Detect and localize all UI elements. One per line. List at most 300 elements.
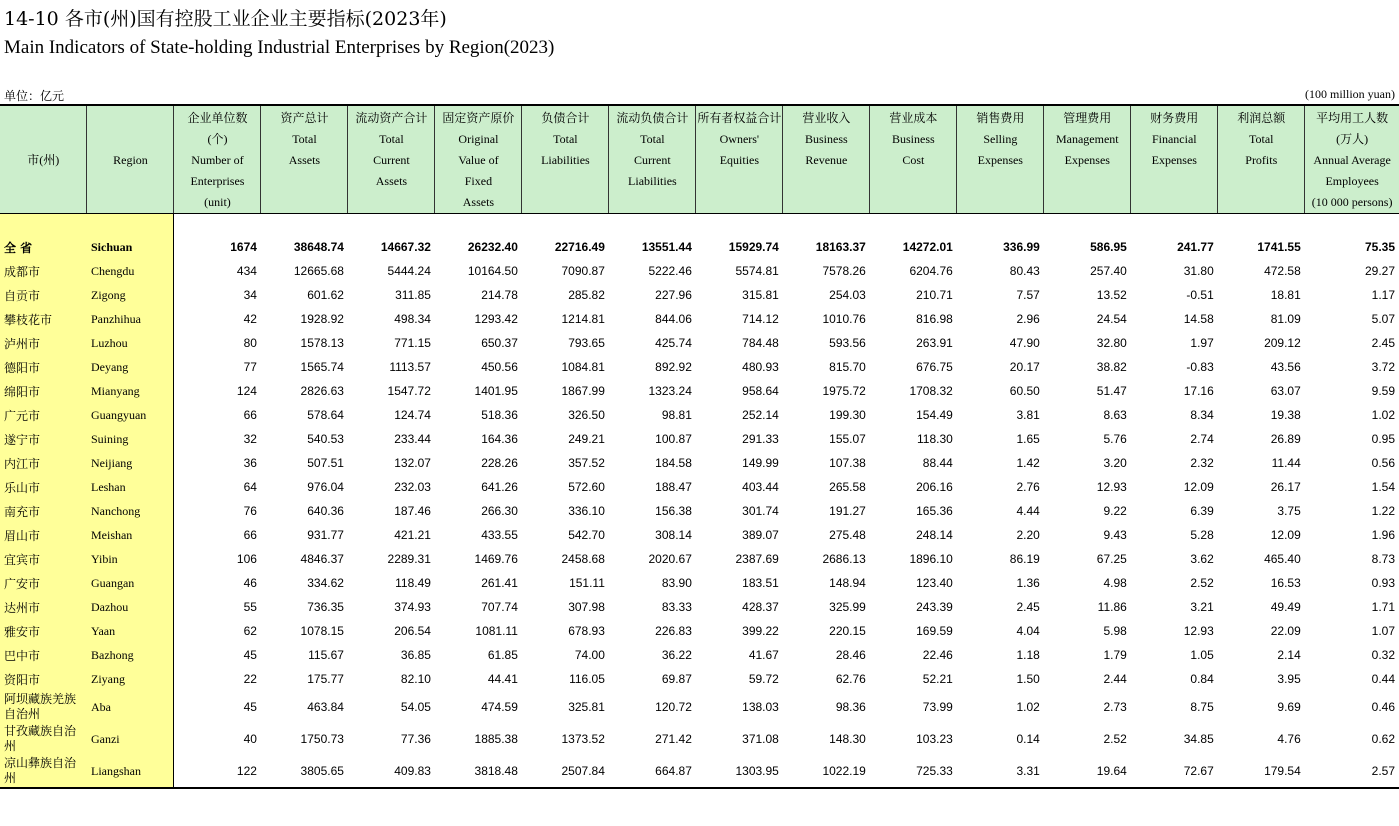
cell-value: 4846.37 xyxy=(300,552,344,566)
cell-value: 34.85 xyxy=(1183,732,1214,746)
cell-value: 226.83 xyxy=(655,624,692,638)
cell-value: 13.52 xyxy=(1096,288,1127,302)
cell-value: 210.71 xyxy=(916,288,953,302)
row-region-en: Ziyang xyxy=(87,667,174,691)
cell-value: 206.16 xyxy=(916,480,953,494)
cell-value: 5.98 xyxy=(1103,624,1127,638)
row-region-en: Bazhong xyxy=(87,643,174,667)
cell-value: 542.70 xyxy=(568,528,605,542)
row-region-en: Yibin xyxy=(87,547,174,571)
cell-value: -0.51 xyxy=(1186,288,1214,302)
cell-value: 2.74 xyxy=(1190,432,1214,446)
cell-value: 1.22 xyxy=(1371,504,1395,518)
cell-value: 1113.57 xyxy=(389,360,431,374)
table-row xyxy=(0,427,1399,451)
cell-value: 844.06 xyxy=(655,312,692,326)
header-col-cn: 所有者权益合计 xyxy=(697,111,782,125)
table-body xyxy=(0,214,1399,789)
cell-value: 20.17 xyxy=(1009,360,1040,374)
cell-value: 1078.15 xyxy=(300,624,344,638)
cell-value: 474.59 xyxy=(481,700,518,714)
cell-value: 82.10 xyxy=(400,672,431,686)
row-city-cn: 乐山市 xyxy=(0,475,87,499)
cell-value: 67.25 xyxy=(1096,552,1127,566)
cell-value: 4.44 xyxy=(1016,504,1040,518)
cell-value: 0.14 xyxy=(1016,732,1040,746)
cell-value: 43.56 xyxy=(1270,360,1301,374)
table-row xyxy=(0,755,1399,788)
cell-value: 326.50 xyxy=(568,408,605,422)
cell-value: 42 xyxy=(243,312,257,326)
cell-value: 13551.44 xyxy=(641,240,692,254)
cell-value: 4.98 xyxy=(1103,576,1127,590)
header-col-en-line: Total xyxy=(553,132,578,146)
page-title-en: Main Indicators of State-holding Industrial Enterprises by Region(2023) xyxy=(4,37,555,58)
cell-value: 9.69 xyxy=(1277,700,1301,714)
cell-value: 1.42 xyxy=(1016,456,1040,470)
cell-value: 1547.72 xyxy=(387,384,431,398)
header-col-cn: 流动资产合计 xyxy=(355,111,428,125)
row-city-cn: 泸州市 xyxy=(0,331,87,355)
row-region-en: Leshan xyxy=(87,475,174,499)
cell-value: 2.73 xyxy=(1103,700,1127,714)
cell-value: 26.89 xyxy=(1270,432,1301,446)
cell-value: 59.72 xyxy=(748,672,779,686)
cell-value: 425.74 xyxy=(655,336,692,350)
table-row xyxy=(0,667,1399,691)
header-col-11 xyxy=(1131,105,1218,214)
cell-value: 403.44 xyxy=(742,480,779,494)
cell-value: 3818.48 xyxy=(435,755,522,788)
cell-value: 1750.73 xyxy=(300,732,344,746)
header-col-8 xyxy=(870,105,957,214)
cell-value: 1303.95 xyxy=(696,755,783,788)
cell-value: 1.79 xyxy=(1103,648,1127,662)
cell-value: 19.64 xyxy=(1044,755,1131,788)
header-col-6 xyxy=(696,105,783,214)
row-region-en: Yaan xyxy=(87,619,174,643)
cell-value: 9.59 xyxy=(1371,384,1395,398)
cell-value: 124.74 xyxy=(394,408,431,422)
header-col-en-line: Assets xyxy=(462,195,495,209)
cell-value: 10164.50 xyxy=(467,264,518,278)
table-row xyxy=(0,691,1399,723)
cell-value: 40 xyxy=(243,732,257,746)
table-row xyxy=(0,723,1399,755)
unit-label-en: (100 million yuan) xyxy=(1305,87,1395,101)
cell-value: 1885.38 xyxy=(474,732,518,746)
cell-value: 2.96 xyxy=(1016,312,1040,326)
cell-value: 75.35 xyxy=(1364,240,1395,254)
cell-value: 3.62 xyxy=(1190,552,1214,566)
row-region-en: Mianyang xyxy=(87,379,174,403)
cell-value: 5222.46 xyxy=(648,264,692,278)
cell-value: 69.87 xyxy=(661,672,692,686)
cell-value: 191.27 xyxy=(829,504,866,518)
cell-value: 47.90 xyxy=(1009,336,1040,350)
row-region-en: Guangyuan xyxy=(87,403,174,427)
cell-value: 252.14 xyxy=(742,408,779,422)
cell-value: 399.22 xyxy=(742,624,779,638)
cell-value: 24.54 xyxy=(1096,312,1127,326)
header-col-cn: 管理费用 xyxy=(1063,111,1112,125)
cell-value: 5.28 xyxy=(1190,528,1214,542)
table-row xyxy=(0,235,1399,259)
unit-label-cn: 单位：亿元 xyxy=(4,89,65,103)
cell-value: 1081.11 xyxy=(475,624,518,638)
row-city-cn: 南充市 xyxy=(0,499,87,523)
cell-value: 593.56 xyxy=(829,336,866,350)
cell-value: 4.04 xyxy=(1016,624,1040,638)
cell-value: -0.83 xyxy=(1186,360,1214,374)
table-row xyxy=(0,403,1399,427)
cell-value: 815.70 xyxy=(829,360,866,374)
table-row xyxy=(0,355,1399,379)
table-row xyxy=(0,547,1399,571)
cell-value: 249.21 xyxy=(568,432,605,446)
cell-value: 2686.13 xyxy=(822,552,866,566)
cell-value: 336.99 xyxy=(1003,240,1040,254)
row-city-cn: 广元市 xyxy=(0,403,87,427)
cell-value: 0.32 xyxy=(1371,648,1395,662)
header-col-en-line: (10 000 persons) xyxy=(1311,195,1393,209)
cell-value: 26232.40 xyxy=(467,240,518,254)
table-row xyxy=(0,379,1399,403)
header-col-9 xyxy=(957,105,1044,214)
indicators-table xyxy=(0,104,1399,789)
cell-value: 80.43 xyxy=(1009,264,1040,278)
header-col-en-line: Assets xyxy=(375,174,408,188)
row-city-cn: 凉山彝族自治州 xyxy=(0,755,87,788)
cell-value: 32.80 xyxy=(1096,336,1127,350)
table-row xyxy=(0,331,1399,355)
cell-value: 3.72 xyxy=(1371,360,1395,374)
cell-value: 301.74 xyxy=(742,504,779,518)
cell-value: 76 xyxy=(243,504,257,518)
cell-value: 156.38 xyxy=(655,504,692,518)
cell-value: 1975.72 xyxy=(822,384,866,398)
cell-value: 3.20 xyxy=(1103,456,1127,470)
cell-value: 336.10 xyxy=(568,504,605,518)
cell-value: 1373.52 xyxy=(561,732,605,746)
cell-value: 371.08 xyxy=(742,732,779,746)
cell-value: 2.20 xyxy=(1016,528,1040,542)
spacer-row xyxy=(0,214,1399,236)
cell-value: 60.50 xyxy=(1009,384,1040,398)
header-col-1 xyxy=(261,105,348,214)
cell-value: 507.51 xyxy=(307,456,344,470)
cell-value: 12665.68 xyxy=(293,264,344,278)
cell-value: 148.94 xyxy=(829,576,866,590)
cell-value: 41.67 xyxy=(748,648,779,662)
header-col-en-line: Current xyxy=(634,153,671,167)
row-region-en: Aba xyxy=(87,691,174,723)
cell-value: 2.52 xyxy=(1190,576,1214,590)
cell-value: 3.31 xyxy=(957,755,1044,788)
cell-value: 389.07 xyxy=(742,528,779,542)
cell-value: 3805.65 xyxy=(261,755,348,788)
cell-value: 7.57 xyxy=(1016,288,1040,302)
header-col-en-line: (unit) xyxy=(204,195,231,209)
cell-value: 164.36 xyxy=(481,432,518,446)
cell-value: 1.02 xyxy=(1371,408,1395,422)
cell-value: 3.81 xyxy=(1016,408,1040,422)
cell-value: 736.35 xyxy=(307,600,344,614)
cell-value: 98.36 xyxy=(835,700,866,714)
cell-value: 31.80 xyxy=(1183,264,1214,278)
cell-value: 958.64 xyxy=(742,384,779,398)
cell-value: 179.54 xyxy=(1218,755,1305,788)
cell-value: 81.09 xyxy=(1270,312,1301,326)
row-city-cn: 雅安市 xyxy=(0,619,87,643)
cell-value: 63.07 xyxy=(1270,384,1301,398)
header-col-en-line: Fixed xyxy=(464,174,493,188)
cell-value: 1674 xyxy=(230,240,257,254)
cell-value: 22716.49 xyxy=(554,240,605,254)
header-col-en-line: Revenue xyxy=(805,153,848,167)
header-col-cn: 企业单位数 xyxy=(187,111,248,125)
cell-value: 676.75 xyxy=(916,360,953,374)
cell-value: 88.44 xyxy=(922,456,953,470)
table-row xyxy=(0,571,1399,595)
cell-value: 1896.10 xyxy=(909,552,953,566)
header-col-cn: 销售费用 xyxy=(976,111,1025,125)
cell-value: 116.05 xyxy=(569,672,605,686)
cell-value: 308.14 xyxy=(655,528,692,542)
header-col-0 xyxy=(174,105,261,214)
cell-value: 46 xyxy=(243,576,257,590)
cell-value: 34 xyxy=(243,288,257,302)
cell-value: 1708.32 xyxy=(909,384,953,398)
table-row xyxy=(0,259,1399,283)
header-col-4 xyxy=(522,105,609,214)
cell-value: 1323.24 xyxy=(648,384,692,398)
cell-value: 9.43 xyxy=(1103,528,1127,542)
cell-value: 1.96 xyxy=(1371,528,1395,542)
row-region-en: Panzhihua xyxy=(87,307,174,331)
cell-value: 199.30 xyxy=(829,408,866,422)
cell-value: 151.11 xyxy=(569,576,605,590)
cell-value: 12.93 xyxy=(1096,480,1127,494)
cell-value: 74.00 xyxy=(574,648,605,662)
header-col-7 xyxy=(783,105,870,214)
cell-value: 640.36 xyxy=(307,504,344,518)
cell-value: 433.55 xyxy=(481,528,518,542)
cell-value: 1.71 xyxy=(1371,600,1395,614)
cell-value: 311.85 xyxy=(395,288,431,302)
header-col-en-line: Expenses xyxy=(1151,153,1197,167)
cell-value: 434 xyxy=(236,264,257,278)
row-region-en: Meishan xyxy=(87,523,174,547)
header-col-en-line: Selling xyxy=(983,132,1018,146)
page-title-cn: 14-10 各市(州)国有控股工业企业主要指标(2023年) xyxy=(4,8,447,30)
cell-value: 2387.69 xyxy=(735,552,779,566)
cell-value: 641.26 xyxy=(481,480,518,494)
cell-value: 184.58 xyxy=(655,456,692,470)
cell-value: 120.72 xyxy=(655,700,692,714)
cell-value: 123.40 xyxy=(916,576,953,590)
cell-value: 0.84 xyxy=(1190,672,1214,686)
cell-value: 5574.81 xyxy=(735,264,779,278)
cell-value: 214.78 xyxy=(481,288,518,302)
cell-value: 22 xyxy=(243,672,257,686)
cell-value: 66 xyxy=(243,408,257,422)
cell-value: 6204.76 xyxy=(909,264,953,278)
row-city-cn: 甘孜藏族自治州 xyxy=(0,723,87,755)
cell-value: 22.09 xyxy=(1270,624,1301,638)
header-col-10 xyxy=(1044,105,1131,214)
cell-value: 243.39 xyxy=(916,600,953,614)
cell-value: 2458.68 xyxy=(561,552,605,566)
cell-value: 334.62 xyxy=(307,576,344,590)
cell-value: 175.77 xyxy=(307,672,344,686)
header-col-cn: 资产总计 xyxy=(280,111,329,125)
cell-value: 5.76 xyxy=(1103,432,1127,446)
cell-value: 325.99 xyxy=(829,600,866,614)
cell-value: 233.44 xyxy=(394,432,431,446)
cell-value: 1.05 xyxy=(1190,648,1214,662)
cell-value: 138.03 xyxy=(742,700,779,714)
cell-value: 44.41 xyxy=(487,672,518,686)
cell-value: 22.46 xyxy=(922,648,953,662)
cell-value: 2.52 xyxy=(1103,732,1127,746)
header-col-12 xyxy=(1218,105,1305,214)
header-col-en-line: Equities xyxy=(719,153,760,167)
cell-value: 228.26 xyxy=(481,456,518,470)
row-region-en: Nanchong xyxy=(87,499,174,523)
cell-value: 154.49 xyxy=(916,408,953,422)
row-city-cn: 阿坝藏族羌族自治州 xyxy=(0,691,87,723)
cell-value: 254.03 xyxy=(829,288,866,302)
cell-value: 0.62 xyxy=(1371,732,1395,746)
row-city-cn: 巴中市 xyxy=(0,643,87,667)
cell-value: 1928.92 xyxy=(300,312,344,326)
cell-value: 77 xyxy=(243,360,257,374)
cell-value: 892.92 xyxy=(655,360,692,374)
cell-value: 1010.76 xyxy=(822,312,866,326)
cell-value: 257.40 xyxy=(1090,264,1127,278)
cell-value: 118.30 xyxy=(917,432,953,446)
cell-value: 132.07 xyxy=(394,456,431,470)
cell-value: 714.12 xyxy=(742,312,779,326)
cell-value: 2.44 xyxy=(1103,672,1127,686)
header-col-en-line: Employees xyxy=(1325,174,1379,188)
cell-value: 1401.95 xyxy=(474,384,518,398)
cell-value: 32 xyxy=(243,432,257,446)
header-col-5 xyxy=(609,105,696,214)
header-col-en-line: Total xyxy=(379,132,404,146)
cell-value: 678.93 xyxy=(568,624,605,638)
cell-value: 188.47 xyxy=(655,480,692,494)
cell-value: 14667.32 xyxy=(380,240,431,254)
cell-value: 0.46 xyxy=(1371,700,1395,714)
cell-value: 315.81 xyxy=(742,288,779,302)
cell-value: 19.38 xyxy=(1270,408,1301,422)
cell-value: 291.33 xyxy=(742,432,779,446)
cell-value: 12.93 xyxy=(1183,624,1214,638)
cell-value: 51.47 xyxy=(1096,384,1127,398)
cell-value: 0.93 xyxy=(1371,576,1395,590)
cell-value: 307.98 xyxy=(568,600,605,614)
cell-value: 8.63 xyxy=(1103,408,1127,422)
cell-value: 169.59 xyxy=(916,624,953,638)
cell-value: 36.85 xyxy=(400,648,431,662)
cell-value: 725.33 xyxy=(870,755,957,788)
cell-value: 1.36 xyxy=(1016,576,1040,590)
cell-value: 62.76 xyxy=(835,672,866,686)
cell-value: 409.83 xyxy=(348,755,435,788)
table-row xyxy=(0,283,1399,307)
cell-value: 1.07 xyxy=(1371,624,1395,638)
cell-value: 2.14 xyxy=(1277,648,1301,662)
cell-value: 586.95 xyxy=(1090,240,1127,254)
cell-value: 6.39 xyxy=(1190,504,1214,518)
cell-value: 1293.42 xyxy=(474,312,518,326)
header-col-en-line: (万人) xyxy=(1336,132,1369,146)
header-city-cn: 市(州) xyxy=(0,105,87,214)
header-col-en-line: Expenses xyxy=(977,153,1023,167)
cell-value: 275.48 xyxy=(829,528,866,542)
cell-value: 2507.84 xyxy=(522,755,609,788)
cell-value: 165.36 xyxy=(916,504,953,518)
row-region-en: Chengdu xyxy=(87,259,174,283)
cell-value: 771.15 xyxy=(394,336,431,350)
cell-value: 518.36 xyxy=(481,408,518,422)
cell-value: 931.77 xyxy=(307,528,344,542)
table-row xyxy=(0,619,1399,643)
row-region-en: Neijiang xyxy=(87,451,174,475)
cell-value: 265.58 xyxy=(829,480,866,494)
row-city-cn: 内江市 xyxy=(0,451,87,475)
row-city-cn: 全 省 xyxy=(0,235,87,259)
row-city-cn: 广安市 xyxy=(0,571,87,595)
cell-value: 1022.19 xyxy=(783,755,870,788)
cell-value: 220.15 xyxy=(829,624,866,638)
cell-value: 7578.26 xyxy=(822,264,866,278)
cell-value: 248.14 xyxy=(916,528,953,542)
row-city-cn: 达州市 xyxy=(0,595,87,619)
cell-value: 664.87 xyxy=(609,755,696,788)
cell-value: 61.85 xyxy=(487,648,518,662)
cell-value: 124 xyxy=(236,384,257,398)
cell-value: 80 xyxy=(243,336,257,350)
cell-value: 1867.99 xyxy=(561,384,605,398)
cell-value: 103.23 xyxy=(916,732,953,746)
cell-value: 578.64 xyxy=(307,408,344,422)
cell-value: 18.81 xyxy=(1270,288,1301,302)
header-col-en-line: Current xyxy=(373,153,410,167)
cell-value: 3.75 xyxy=(1277,504,1301,518)
cell-value: 9.22 xyxy=(1103,504,1127,518)
cell-value: 816.98 xyxy=(916,312,953,326)
row-region-en: Ganzi xyxy=(87,723,174,755)
cell-value: 0.95 xyxy=(1371,432,1395,446)
cell-value: 115.67 xyxy=(308,648,344,662)
cell-value: 72.67 xyxy=(1131,755,1218,788)
cell-value: 261.41 xyxy=(481,576,518,590)
row-region-en: Liangshan xyxy=(87,755,174,788)
cell-value: 36.22 xyxy=(661,648,692,662)
table-row xyxy=(0,475,1399,499)
header-col-cn: 固定资产原价 xyxy=(442,111,515,125)
cell-value: 149.99 xyxy=(742,456,779,470)
cell-value: 38648.74 xyxy=(293,240,344,254)
cell-value: 1565.74 xyxy=(300,360,344,374)
cell-value: 1.02 xyxy=(1016,700,1040,714)
cell-value: 5444.24 xyxy=(387,264,431,278)
cell-value: 16.53 xyxy=(1270,576,1301,590)
cell-value: 106 xyxy=(236,552,257,566)
